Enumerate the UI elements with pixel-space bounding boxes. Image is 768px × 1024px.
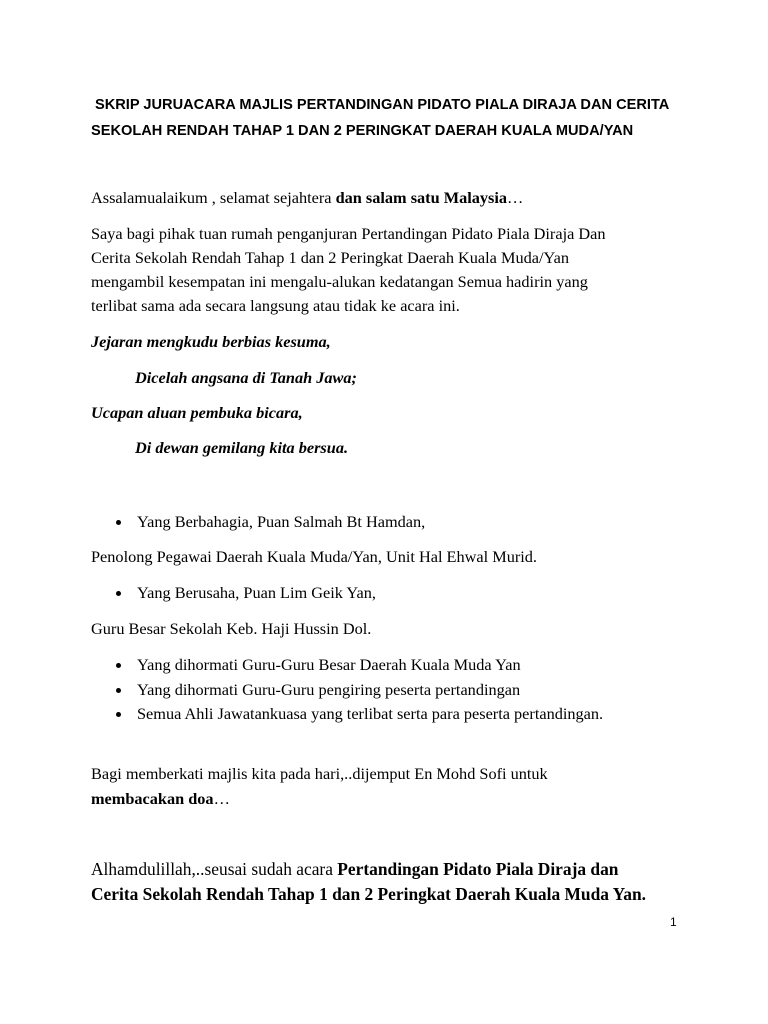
list-item-text: Yang Berbahagia, Puan Salmah Bt Hamdan, [137,512,426,531]
list-item [91,702,603,727]
bullet-icon [116,520,121,525]
greeting-ellipsis: … [507,188,524,207]
closing-line [91,856,618,882]
closing-text: Alhamdulillah,..seusai sudah acara [91,859,338,879]
guest-role: Guru Besar Sekolah Keb. Haji Hussin Dol. [91,619,372,638]
guest-list [91,510,425,535]
list-item [91,510,425,535]
intro-line: terlibat sama ada secara langsung atau tidak ke acara ini. [91,296,460,315]
list-item-text: Yang dihormati Guru-Guru Besar Daerah Kuala Muda Yan [137,655,521,674]
document-title: SKRIP JURUACARA MAJLIS PERTANDINGAN PIDATO PIALA DIRAJA DAN CERITA SEKOLAH RENDAH TAHAP 1 DAN 2 PERINGKAT DAERAH KUALA MUDA/YAN [91,97,669,139]
list-item [91,678,603,703]
list-item [91,653,603,678]
list-item-text: Yang dihormati Guru-Guru pengiring peserta pertandingan [137,679,521,699]
bullet-icon [116,712,121,717]
pantun-line: Jejaran mengkudu berbias kesuma, [91,332,331,351]
list-item-text: Yang Berusaha, Puan Lim Geik Yan, [137,583,376,602]
page-number: 1 [670,915,677,929]
doa-line: Bagi memberkati majlis kita pada hari,..dijemput En Mohd Sofi untuk [91,764,548,783]
list-item [91,581,376,606]
intro-line: mengambil kesempatan ini mengalu-alukan kedatangan Semua hadirin yang [91,272,588,291]
intro-line: Cerita Sekolah Rendah Tahap 1 dan 2 Peringkat Daerah Kuala Muda/Yan [91,248,569,267]
greeting [91,186,523,211]
pantun-line: Dicelah angsana di Tanah Jawa; [135,368,357,387]
list-item-text: Semua Ahli Jawatankuasa yang terlibat serta para peserta pertandingan. [137,704,604,723]
doa-bold: membacakan doa [91,789,214,808]
closing-bold: Pertandingan Pidato Piala Diraja dan [337,859,619,879]
greeting-bold: dan salam satu Malaysia [335,188,508,207]
pantun-line: Di dewan gemilang kita bersua. [135,438,349,457]
guest-role: Penolong Pegawai Daerah Kuala Muda/Yan, Unit Hal Ehwal Murid. [91,547,537,566]
bullet-icon [116,663,121,668]
doa-line [91,787,230,812]
bullet-icon [116,591,121,596]
guest-list [91,653,603,727]
intro-line: Saya bagi pihak tuan rumah penganjuran Pertandingan Pidato Piala Diraja Dan [91,224,606,243]
greeting-text: Assalamualaikum , selamat sejahtera [91,188,336,207]
guest-list [91,581,376,606]
bullet-icon [116,688,121,693]
pantun-line: Ucapan aluan pembuka bicara, [91,403,303,422]
doa-ellipsis: … [213,789,230,808]
closing-line: Cerita Sekolah Rendah Tahap 1 dan 2 Peringkat Daerah Kuala Muda Yan. [91,884,646,904]
